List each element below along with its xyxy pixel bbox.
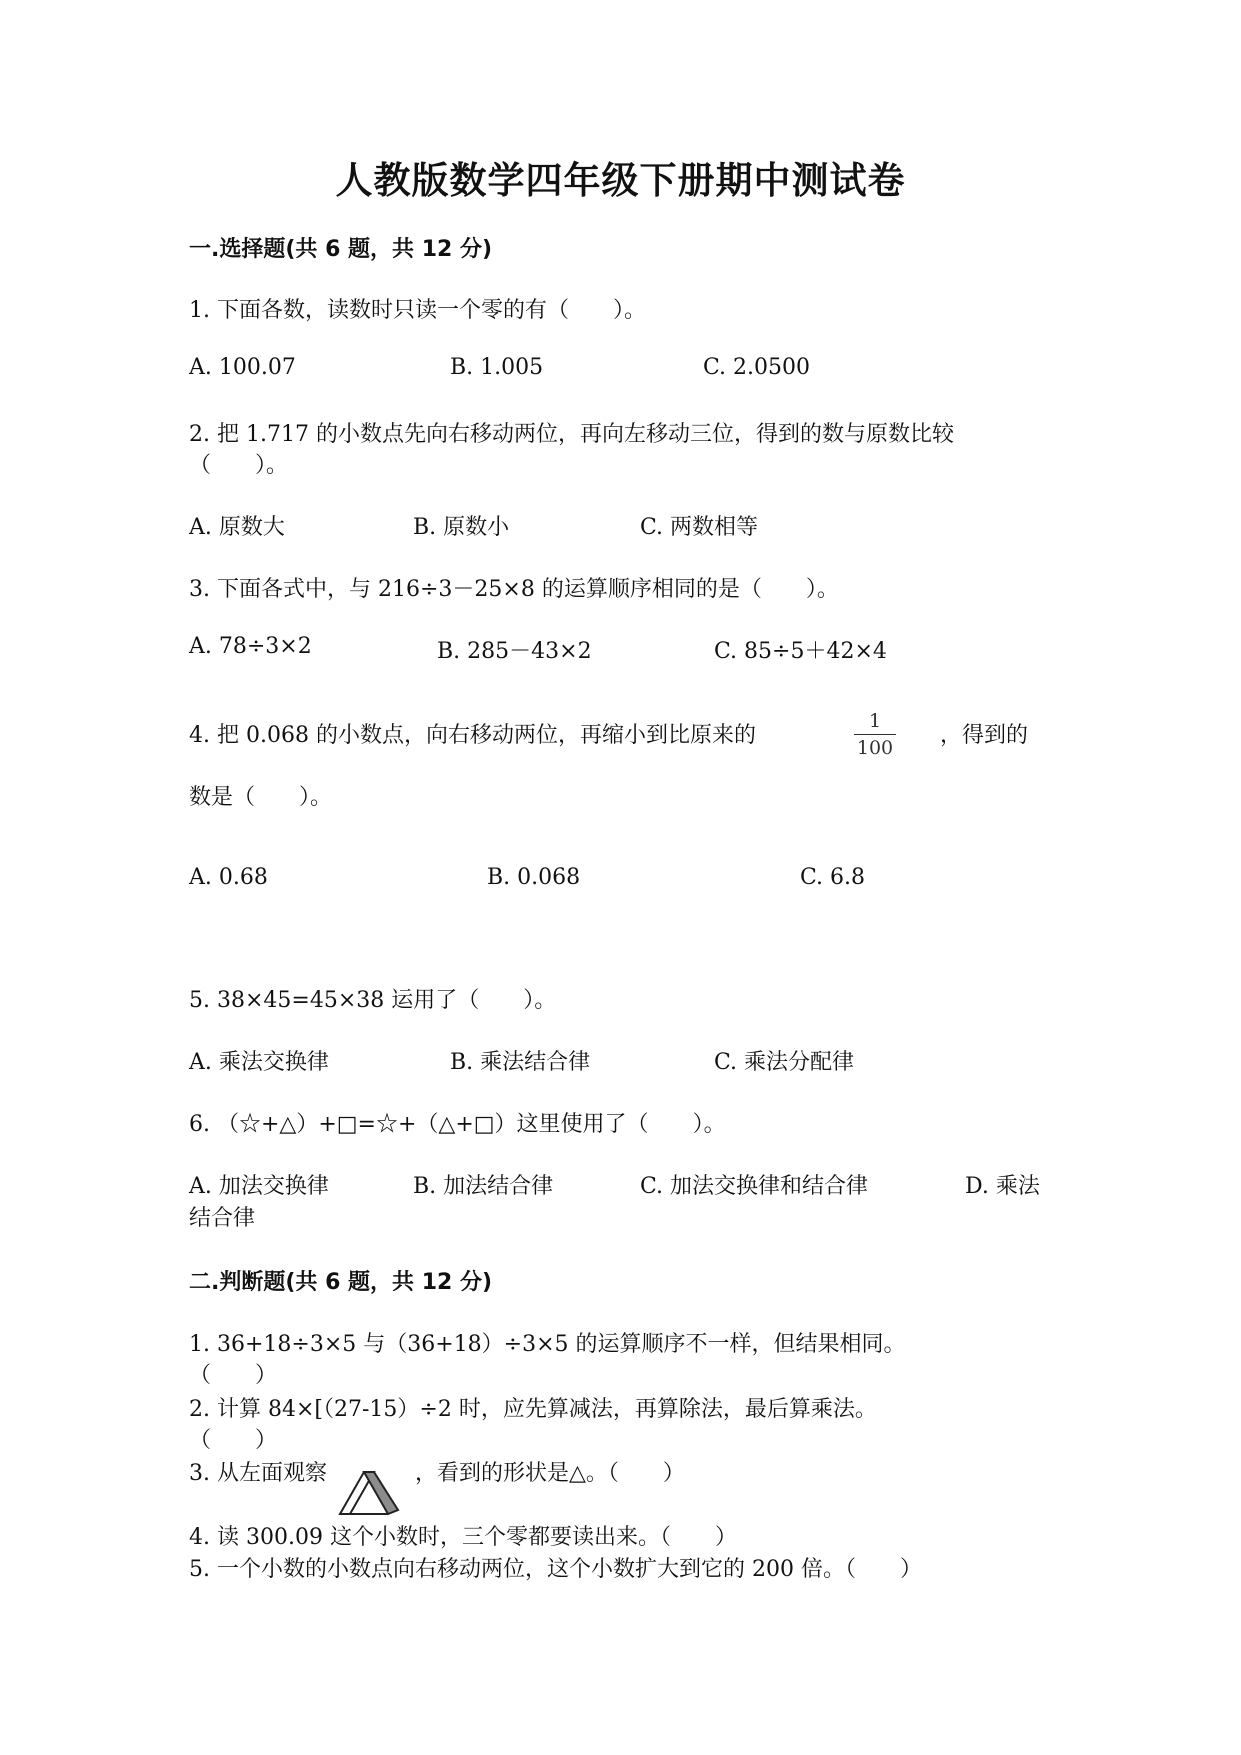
fraction-denominator: 100 [856,737,894,759]
q1-5-option-c: C. 乘法分配律 [714,1050,855,1075]
judge-1-line2: （ ） [189,1363,278,1388]
q1-6-option-d-wrap: 结合律 [189,1206,256,1231]
question-1-4-part1: 4. 把 0.068 的小数点，向右移动两位，再缩小到比原来的 [189,723,756,748]
question-1-2-line1: 2. 把 1.717 的小数点先向右移动两位，再向左移动三位，得到的数与原数比较 [189,422,954,447]
q1-2-option-b: B. 原数小 [413,515,510,540]
question-1-6: 6. （☆+△）+□=☆+（△+□）这里使用了（ ）。 [189,1112,726,1137]
question-1-4-line2: 数是（ ）。 [189,785,333,810]
q1-1-option-b: B. 1.005 [450,355,544,380]
q1-4-option-b: B. 0.068 [487,865,581,890]
judge-3-part1: 3. 从左面观察 [189,1461,327,1486]
judge-1-line1: 1. 36+18÷3×5 与（36+18）÷3×5 的运算顺序不一样，但结果相同。 [189,1332,906,1357]
fraction-numerator: 1 [868,710,882,732]
judge-4: 4. 读 300.09 这个小数时，三个零都要读出来。（ ） [189,1525,737,1550]
q1-6-option-c: C. 加法交换律和结合律 [640,1174,869,1199]
prism-shape-icon [338,1466,404,1516]
section-heading-choice: 一.选择题(共 6 题，共 12 分) [189,237,493,262]
judge-3-part2: ，看到的形状是△。（ ） [415,1461,685,1486]
q1-3-option-c: C. 85÷5＋42×4 [714,639,887,664]
question-1-2-line2: （ ）。 [189,453,289,478]
section-heading-judgement: 二.判断题(共 6 题，共 12 分) [189,1270,493,1295]
fraction-bar [854,734,896,735]
q1-4-option-a: A. 0.68 [189,865,268,890]
q1-1-option-c: C. 2.0500 [703,355,811,380]
q1-2-option-a: A. 原数大 [189,515,285,540]
q1-3-option-a: A. 78÷3×2 [189,634,312,659]
q1-5-option-a: A. 乘法交换律 [189,1050,329,1075]
page-title: 人教版数学四年级下册期中测试卷 [335,159,906,202]
fraction-one-hundredth [850,710,900,759]
q1-4-option-c: C. 6.8 [800,865,866,890]
judge-5: 5. 一个小数的小数点向右移动两位，这个小数扩大到它的 200 倍。（ ） [189,1557,922,1582]
q1-6-option-a: A. 加法交换律 [189,1174,329,1199]
q1-2-option-c: C. 两数相等 [640,515,759,540]
question-1-5: 5. 38×45=45×38 运用了（ ）。 [189,988,557,1013]
q1-6-option-b: B. 加法结合律 [413,1174,554,1199]
question-1-1: 1. 下面各数，读数时只读一个零的有（ ）。 [189,298,646,323]
question-1-3: 3. 下面各式中，与 216÷3－25×8 的运算顺序相同的是（ ）。 [189,577,839,602]
q1-5-option-b: B. 乘法结合律 [450,1050,591,1075]
q1-3-option-b: B. 285－43×2 [437,639,592,664]
q1-1-option-a: A. 100.07 [189,355,296,380]
judge-2-line2: （ ） [189,1428,278,1453]
q1-6-option-d: D. 乘法 [965,1174,1040,1199]
judge-2-line1: 2. 计算 84×[（27-15）÷2 时，应先算减法，再算除法，最后算乘法。 [189,1397,877,1422]
question-1-4-part2: ，得到的 [940,723,1029,748]
